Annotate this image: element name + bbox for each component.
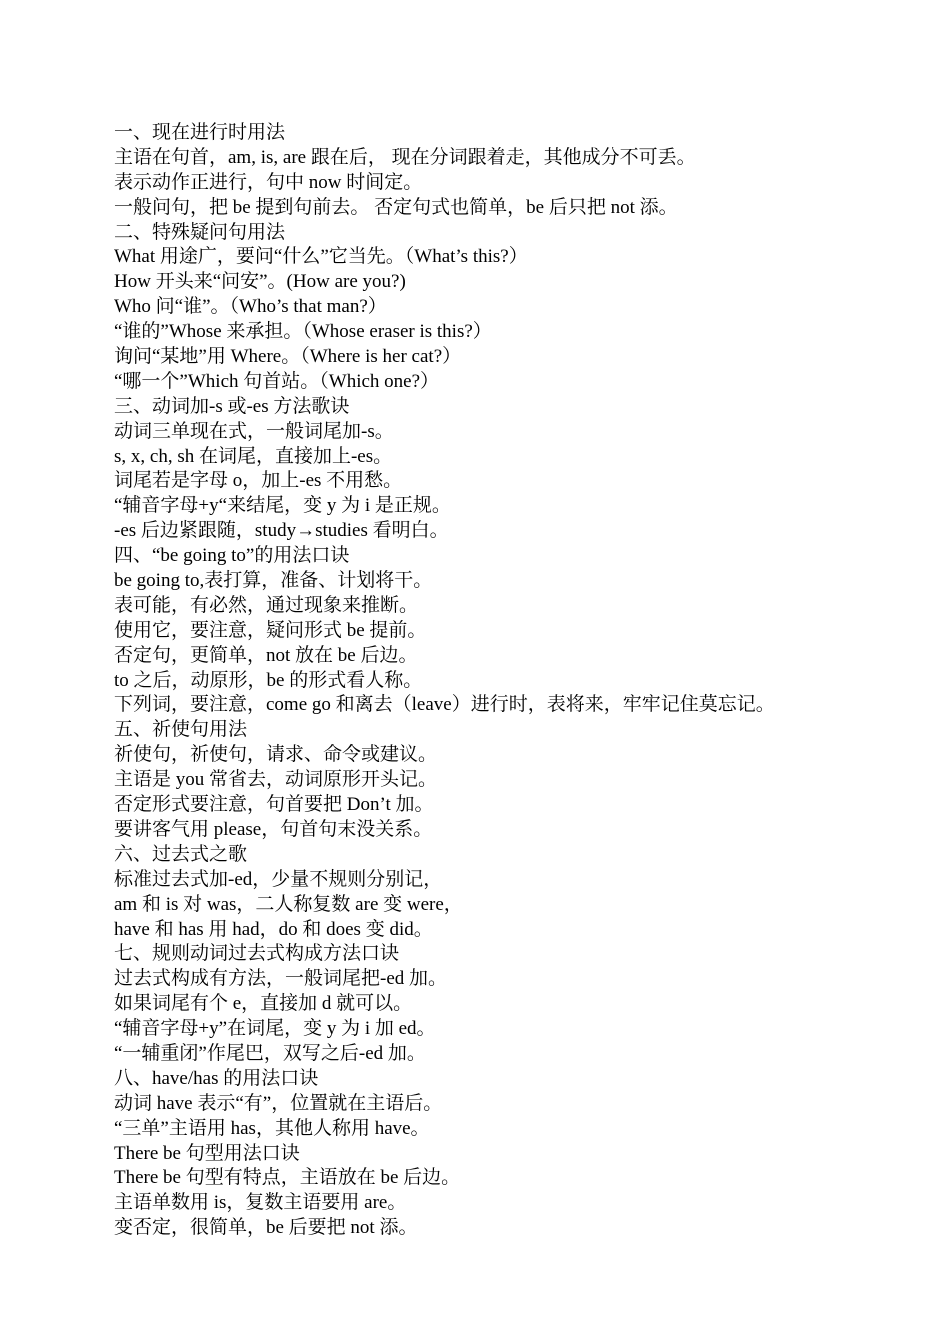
text-line: am 和 is 对 was，二人称复数 are 变 were，: [114, 893, 463, 915]
text-line: Who 问“谁”。（Who’s that man?）: [114, 296, 387, 318]
text-line: “哪一个”Which 句首站。（Which one?）: [114, 370, 440, 392]
text-line: -es 后边紧跟随，study→studies 看明白。: [114, 520, 449, 542]
text-line: 主语单数用 is，复数主语要用 are。: [114, 1192, 407, 1214]
section-heading: 六、过去式之歌: [114, 843, 248, 865]
text-line: 表可能，有必然，通过现象来推断。: [114, 594, 419, 616]
text-line: to 之后，动原形，be 的形式看人称。: [114, 669, 423, 691]
section-heading: 二、特殊疑问句用法: [114, 221, 286, 243]
section-heading: 一、现在进行时用法: [114, 122, 286, 143]
section-heading: 八、have/has 的用法口诀: [114, 1067, 319, 1089]
section-heading: 三、动词加-s 或-es 方法歌诀: [114, 395, 350, 417]
text-line: 否定句，更简单，not 放在 be 后边。: [114, 644, 418, 666]
text-line: have 和 has 用 had，do 和 does 变 did。: [114, 918, 433, 940]
text-line: What 用途广，要问“什么”它当先。（What’s this?）: [114, 246, 528, 268]
text-line: 要讲客气用 please，句首句末没关系。: [114, 818, 433, 840]
text-line: 询问“某地”用 Where。（Where is her cat?）: [114, 346, 462, 368]
text-line: “三单”主语用 has，其他人称用 have。: [114, 1117, 430, 1139]
text-line: How 开头来“问安”。(How are you?): [114, 271, 406, 293]
document-body: [114, 121, 944, 1241]
text-line: 祈使句，祈使句，请求、命令或建议。: [114, 744, 438, 766]
text-line: be going to,表打算，准备、计划将干。: [114, 570, 433, 592]
text-line: 下列词，要注意，come go 和离去（leave）进行时，表将来，牢牢记住莫忘记。: [114, 694, 775, 716]
text-line: 否定形式要注意，句首要把 Don’t 加。: [114, 794, 434, 816]
text-line: 主语在句首，am, is, are 跟在后， 现在分词跟着走，其他成分不可丢。: [114, 146, 696, 168]
text-line: 过去式构成有方法，一般词尾把-ed 加。: [114, 968, 448, 990]
text-line: 标准过去式加-ed，少量不规则分别记，: [114, 868, 443, 890]
text-line: 动词 have 表示“有”，位置就在主语后。: [114, 1092, 443, 1114]
section-heading: 七、规则动词过去式构成方法口诀: [114, 943, 400, 965]
text-line: 如果词尾有个 e，直接加 d 就可以。: [114, 993, 413, 1015]
text-line: “谁的”Whose 来承担。（Whose eraser is this?）: [114, 321, 492, 343]
text-line: 主语是 you 常省去，动词原形开头记。: [114, 769, 438, 791]
text-line: 动词三单现在式，一般词尾加-s。: [114, 420, 394, 442]
text-line: “辅音字母+y”在词尾，变 y 为 i 加 ed。: [114, 1018, 436, 1040]
text-line: “辅音字母+y“来结尾，变 y 为 i 是正规。: [114, 495, 451, 517]
text-line: 一般问句，把 be 提到句前去。 否定句式也简单，be 后只把 not 添。: [114, 196, 678, 218]
text-line: 使用它，要注意，疑问形式 be 提前。: [114, 619, 427, 641]
section-heading: There be 句型用法口诀: [114, 1142, 300, 1164]
text-line: There be 句型有特点，主语放在 be 后边。: [114, 1167, 461, 1189]
section-heading: 五、祈使句用法: [114, 719, 248, 741]
section-heading: 四、“be going to”的用法口诀: [114, 545, 350, 567]
text-line: “一辅重闭”作尾巴，双写之后-ed 加。: [114, 1042, 426, 1064]
text-line: 词尾若是字母 o，加上-es 不用愁。: [114, 470, 403, 492]
text-line: s, x, ch, sh 在词尾，直接加上-es。: [114, 445, 393, 467]
text-line: 表示动作正进行，句中 now 时间定。: [114, 171, 423, 193]
text-line: 变否定，很简单，be 后要把 not 添。: [114, 1217, 418, 1239]
